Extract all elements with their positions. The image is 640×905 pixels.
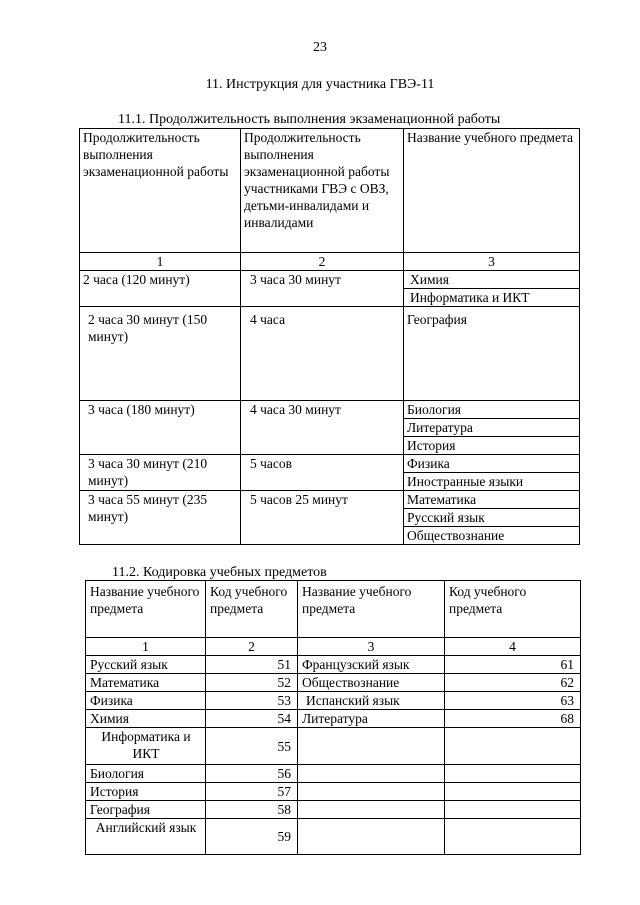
subjects-cell <box>404 307 580 401</box>
subject-item: Русский язык <box>404 509 579 527</box>
subject-item: Информатика и ИКТ <box>404 289 579 307</box>
subject-code-cell: 63 <box>445 692 581 710</box>
subject-name-cell: Литература <box>298 710 445 728</box>
header-subject-name: Название учебного предмета <box>86 581 206 638</box>
subject-name-cell: Химия <box>86 710 206 728</box>
subject-code-cell <box>445 819 581 855</box>
subject-code-cell: 61 <box>445 656 581 674</box>
subject-code-cell <box>445 801 581 819</box>
subject-code-cell <box>445 765 581 783</box>
subject-item: Биология <box>407 402 462 417</box>
table-row <box>80 455 580 491</box>
table-row <box>86 710 581 728</box>
header-duration-ovz: Продолжительность выполнения экзаменационной работы участниками ГВЭ с ОВЗ, детьми-инвалидами и инвалидами <box>241 129 404 253</box>
subject-name-cell: Информатика и ИКТ <box>86 728 206 765</box>
subject-item: Физика <box>407 456 450 471</box>
subject-name-cell: Биология <box>86 765 206 783</box>
duration-table <box>79 128 580 545</box>
subject-item: Иностранные языки <box>404 473 579 491</box>
duration-ovz-cell: 3 часа 30 минут <box>241 271 404 307</box>
header-duration: Продолжительность выполнения экзаменационной работы <box>80 129 241 253</box>
subject-item: Химия <box>410 272 449 287</box>
header-subject-name: Название учебного предмета <box>298 581 445 638</box>
column-numbers-row <box>86 638 581 656</box>
subject-code-cell: 51 <box>206 656 298 674</box>
subject-name-cell <box>298 765 445 783</box>
subject-name-cell: Обществознание <box>298 674 445 692</box>
table-row <box>80 401 580 455</box>
subject-code-cell <box>445 783 581 801</box>
header-subject: Название учебного предмета <box>404 129 580 253</box>
column-numbers-row <box>80 253 580 271</box>
subject-code-cell: 58 <box>206 801 298 819</box>
subject-name-cell: Русский язык <box>86 656 206 674</box>
subject-code-cell: 54 <box>206 710 298 728</box>
header-subject-code: Код учебного предмета <box>445 581 581 638</box>
subject-code-cell: 62 <box>445 674 581 692</box>
subject-code-cell: 56 <box>206 765 298 783</box>
codes-table-header <box>86 581 581 638</box>
subject-name-cell <box>298 801 445 819</box>
subject-item: География <box>407 312 467 327</box>
subject-name-cell: Математика <box>86 674 206 692</box>
subject-code-cell: 52 <box>206 674 298 692</box>
duration-cell: 3 часа 30 минут (210 минут) <box>80 455 241 491</box>
column-number: 3 <box>298 638 445 656</box>
header-subject-code: Код учебного предмета <box>206 581 298 638</box>
page-title: 11. Инструкция для участника ГВЭ-11 <box>205 77 435 92</box>
duration-cell: 2 часа 30 минут (150 минут) <box>80 307 241 401</box>
subject-code-cell: 53 <box>206 692 298 710</box>
subject-code-cell: 68 <box>445 710 581 728</box>
column-number: 3 <box>404 253 580 271</box>
table-row <box>86 656 581 674</box>
subject-item: Литература <box>404 419 579 437</box>
subjects-cell <box>404 401 580 455</box>
table-row <box>86 783 581 801</box>
subject-name-cell <box>298 819 445 855</box>
subjects-cell <box>404 455 580 491</box>
subject-name-cell: Испанский язык <box>298 692 445 710</box>
duration-ovz-cell: 4 часа <box>241 307 404 401</box>
subject-code-cell: 59 <box>206 819 298 855</box>
table-row <box>80 307 580 401</box>
page-number: 23 <box>313 40 327 55</box>
subject-name-cell: Физика <box>86 692 206 710</box>
table-row <box>86 765 581 783</box>
subject-name-cell: Английский язык <box>86 819 206 855</box>
subject-item: История <box>404 437 579 455</box>
column-number: 1 <box>80 253 241 271</box>
subject-code-cell <box>445 728 581 765</box>
subject-code-cell: 55 <box>206 728 298 765</box>
section2-caption: 11.2. Кодировка учебных предметов <box>112 565 327 580</box>
subject-item: Обществознание <box>404 527 579 545</box>
subjects-cell <box>404 271 580 307</box>
column-number: 1 <box>86 638 206 656</box>
section1-caption: 11.1. Продолжительность выполнения экзаменационной работы <box>118 112 501 127</box>
table-row <box>86 692 581 710</box>
subject-item: Математика <box>407 492 477 507</box>
table-row <box>86 801 581 819</box>
subject-name-cell <box>298 728 445 765</box>
subject-name-cell: Французский язык <box>298 656 445 674</box>
column-number: 4 <box>445 638 581 656</box>
subjects-cell <box>404 491 580 545</box>
duration-cell: 3 часа (180 минут) <box>80 401 241 455</box>
column-number: 2 <box>241 253 404 271</box>
table-row <box>86 674 581 692</box>
subject-name-cell: География <box>86 801 206 819</box>
subject-codes-table <box>85 580 581 855</box>
duration-ovz-cell: 4 часа 30 минут <box>241 401 404 455</box>
column-number: 2 <box>206 638 298 656</box>
duration-cell: 2 часа (120 минут) <box>80 271 241 307</box>
subject-name-cell: История <box>86 783 206 801</box>
table-row <box>80 271 580 307</box>
table-row <box>86 728 581 765</box>
duration-ovz-cell: 5 часов <box>241 455 404 491</box>
subject-code-cell: 57 <box>206 783 298 801</box>
subject-name-cell <box>298 783 445 801</box>
table-row <box>86 819 581 855</box>
duration-cell: 3 часа 55 минут (235 минут) <box>80 491 241 545</box>
duration-ovz-cell: 5 часов 25 минут <box>241 491 404 545</box>
table-row <box>80 491 580 545</box>
duration-table-header <box>80 129 580 253</box>
